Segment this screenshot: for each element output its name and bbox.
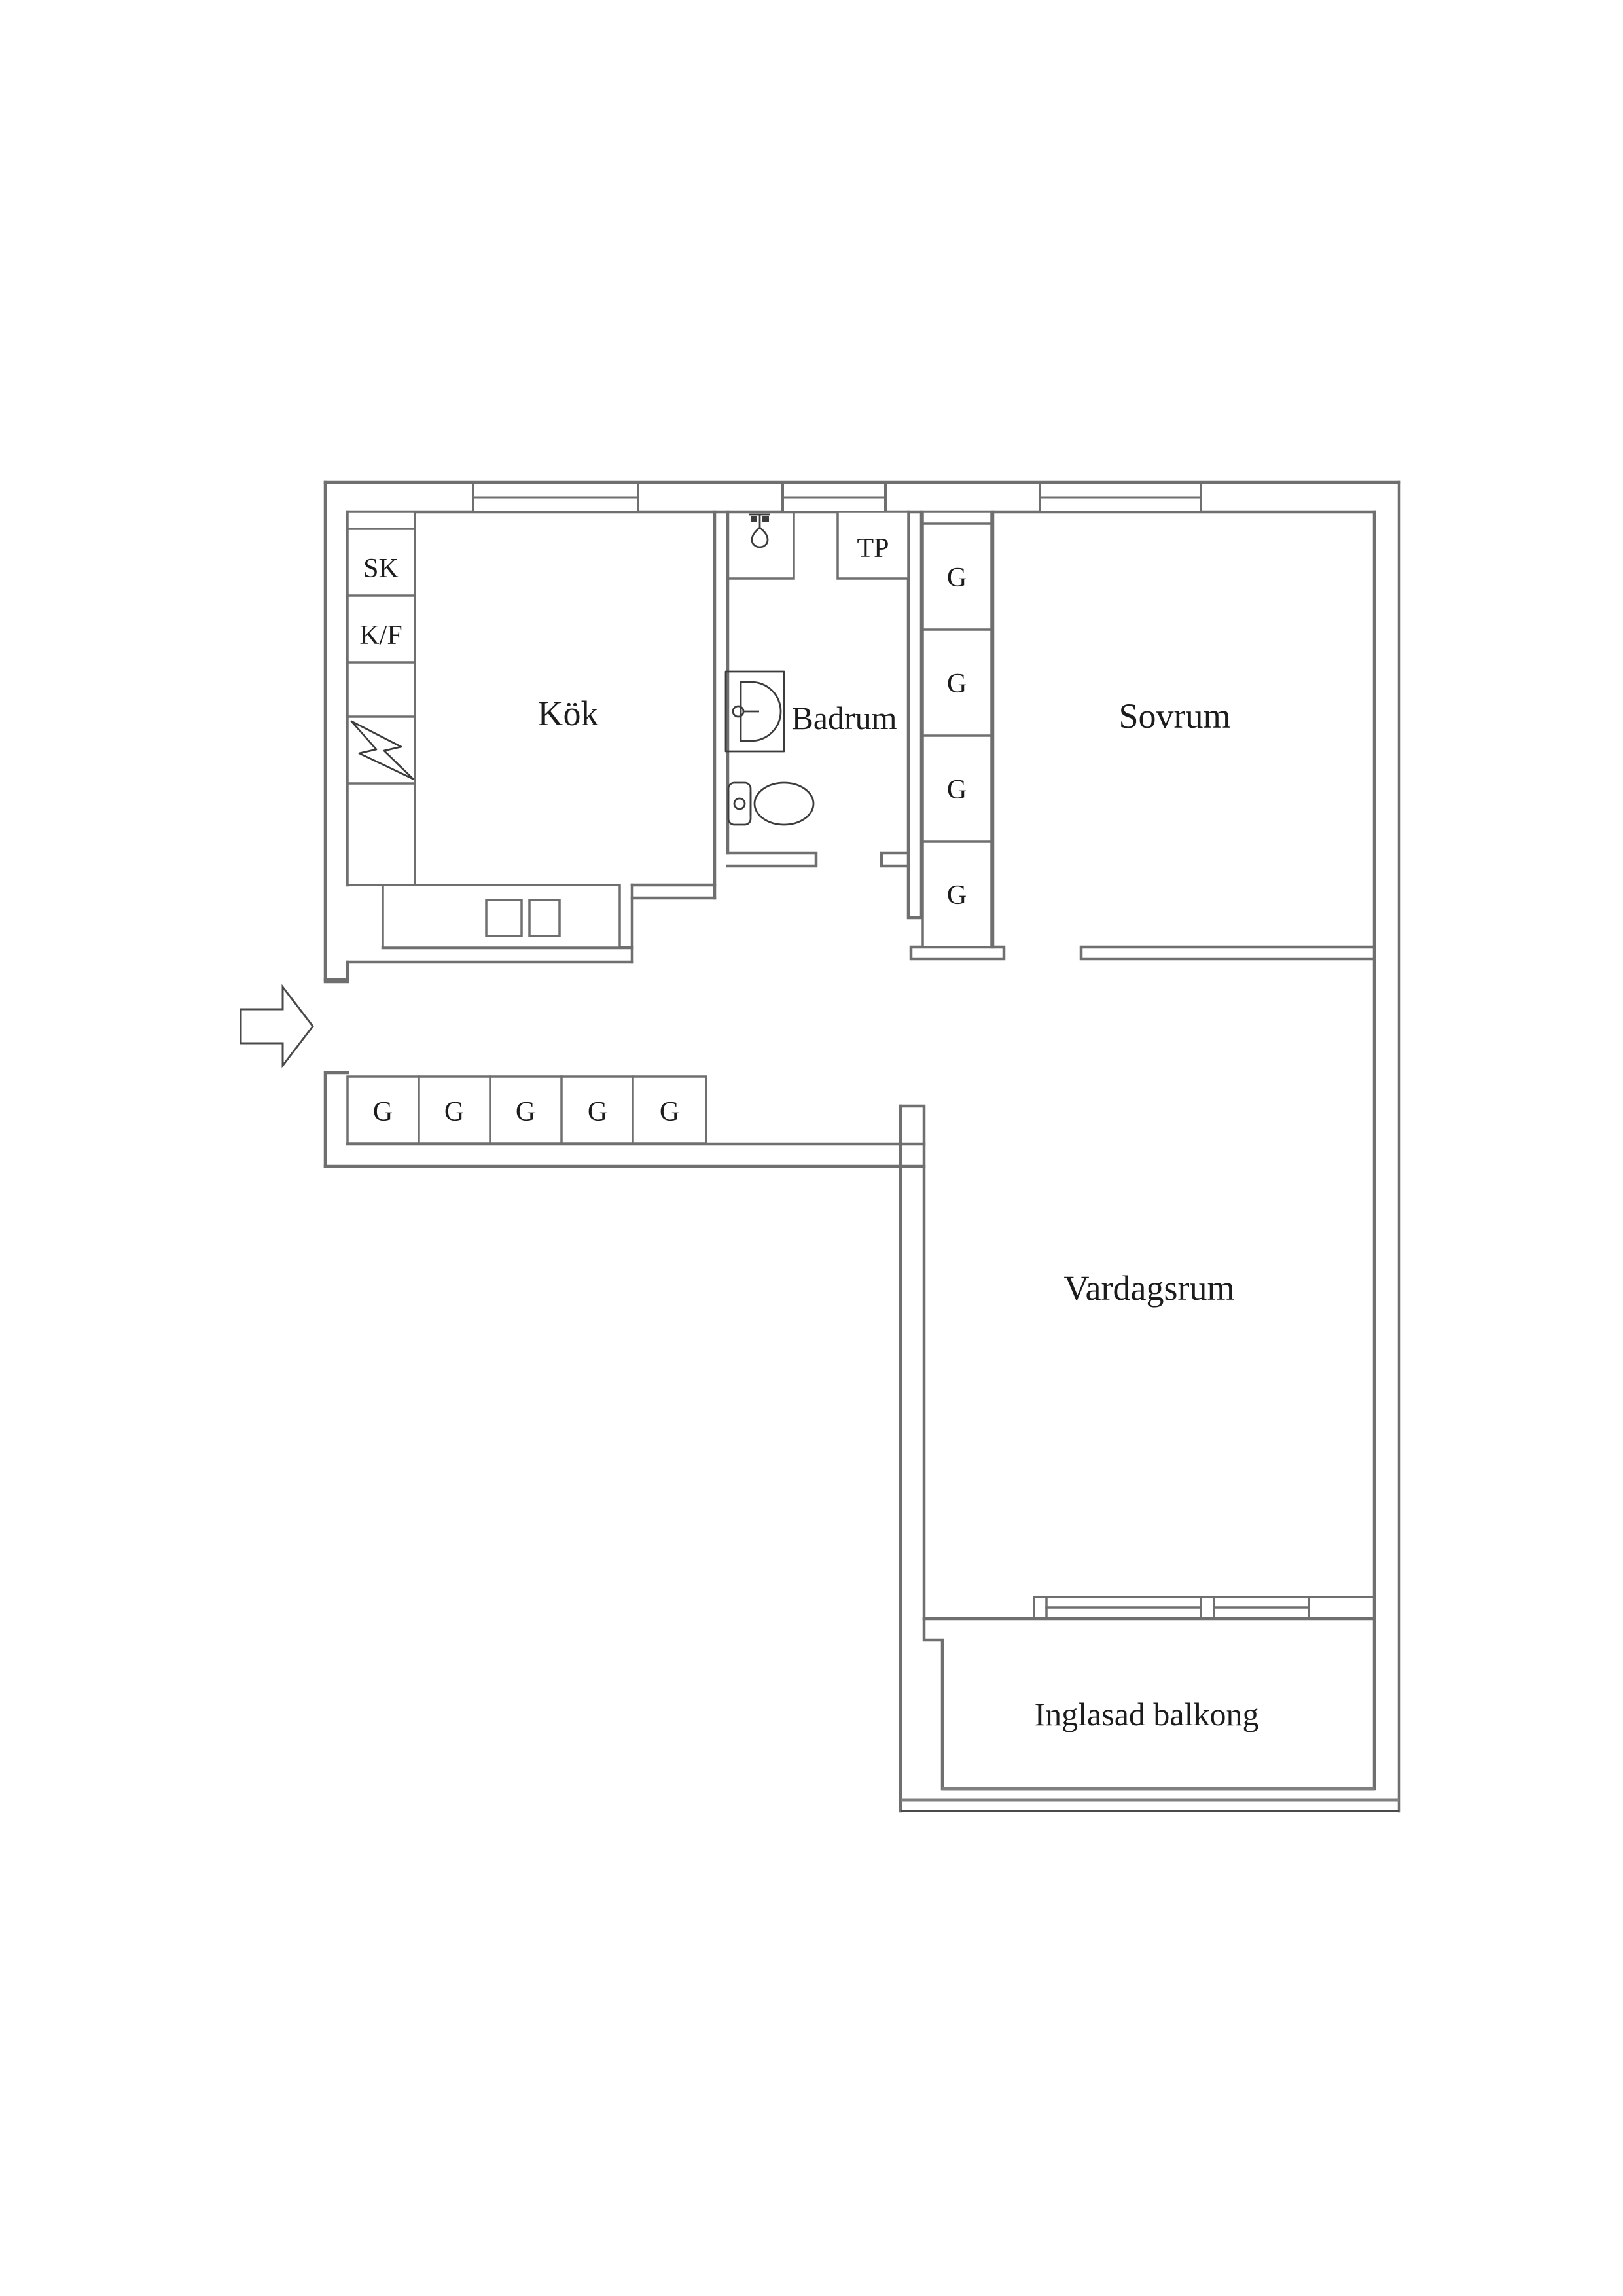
windows [473, 482, 1201, 512]
sink-icon [726, 672, 784, 751]
fridge-freezer-label: K/F [359, 620, 402, 651]
wardrobe-label: G [946, 669, 967, 699]
toilet-icon [728, 783, 813, 825]
room-label-balcony: Inglasad balkong [1034, 1696, 1259, 1732]
wardrobe-label: G [946, 880, 967, 910]
wall-bathroom-south [728, 853, 908, 866]
wall-bathroom-east [908, 512, 921, 918]
wall-left-outer [325, 482, 348, 1166]
wardrobe-label: G [444, 1097, 465, 1127]
exterior-walls [325, 482, 1399, 1811]
cleaning-closet-label: SK [363, 554, 399, 584]
room-label-bedroom: Sovrum [1118, 696, 1231, 736]
room-label-livingroom: Vardagsrum [1063, 1268, 1235, 1308]
wall-balcony-west [924, 1619, 942, 1789]
hall-wardrobe-row [348, 1077, 706, 1143]
entry-arrow-icon [241, 987, 313, 1066]
wardrobe-label: G [946, 775, 967, 805]
wall-kitchen-south-upper [632, 885, 715, 898]
shower-area [728, 512, 794, 579]
wall-kitchen-south [348, 948, 632, 962]
room-label-kitchen: Kök [537, 694, 599, 733]
hob-burner-right [529, 900, 560, 936]
wardrobe-label: G [515, 1097, 536, 1127]
wardrobe-label: G [587, 1097, 608, 1127]
livingroom-south-wall [924, 1597, 1374, 1619]
wall-livingroom-west-inner [901, 1106, 924, 1619]
wardrobe-label: G [372, 1097, 393, 1127]
wardrobe-label: G [946, 563, 967, 593]
wall-bedroom-south [1081, 947, 1374, 959]
faucet-icon [749, 514, 770, 547]
balcony-door-window-lines [1034, 1597, 1374, 1607]
interior-walls [325, 512, 1374, 1619]
wardrobe-label: G [659, 1097, 680, 1127]
laundry-closet-label: TP [857, 533, 889, 564]
hob-burner-left [486, 900, 522, 936]
wall-bedroom-door-jamb [911, 947, 1004, 959]
wall-entry-nook [325, 962, 348, 980]
bedroom-wardrobe-column [923, 512, 991, 947]
room-label-bathroom: Badrum [791, 700, 897, 736]
